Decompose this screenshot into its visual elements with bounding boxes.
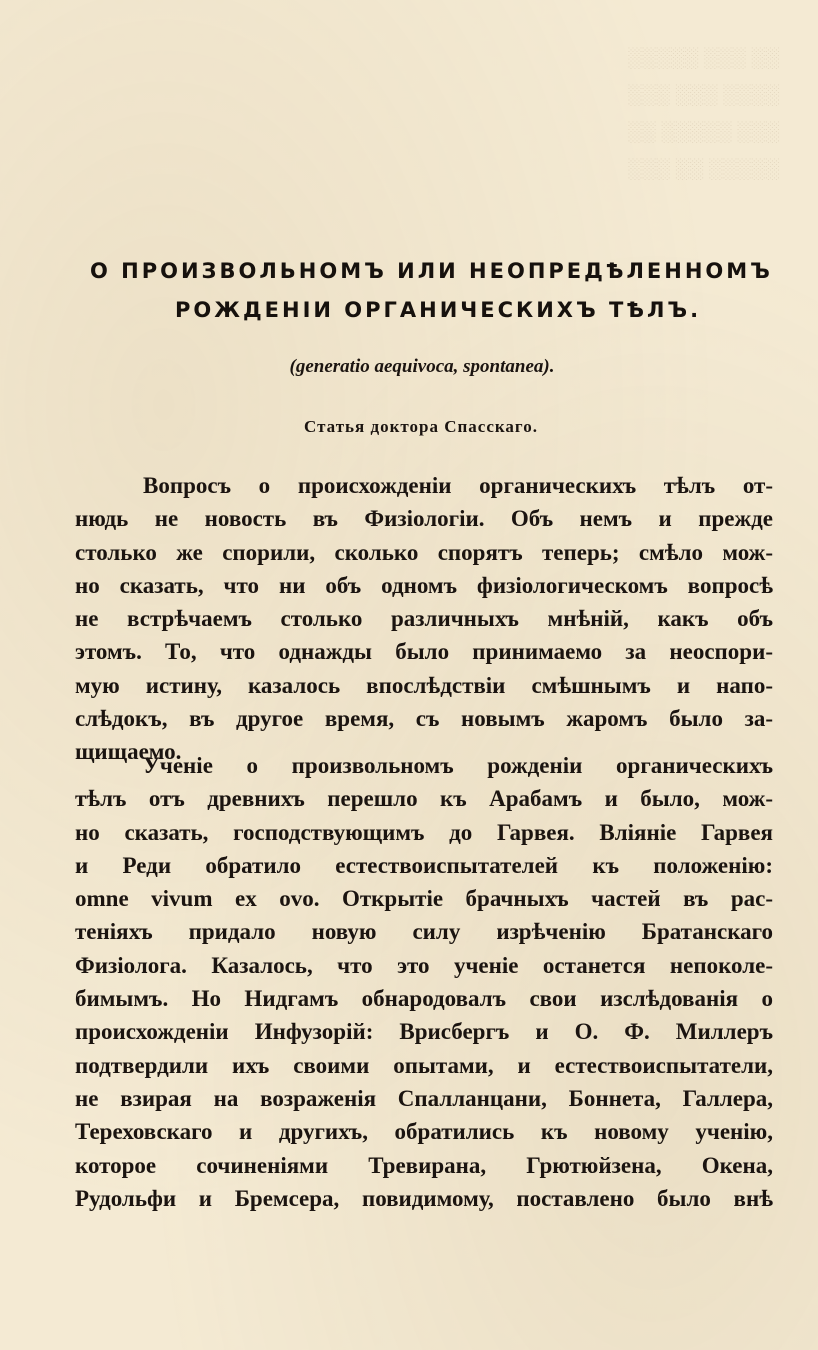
text-line: щищаемо. xyxy=(75,739,182,765)
text-line: тѣлъ отъ древнихъ перешло къ Арабамъ и было, мож- xyxy=(75,786,773,812)
paragraph-2 xyxy=(75,749,773,1215)
text-line: этомъ. То, что однажды было принимаемо за неоспори- xyxy=(75,639,773,665)
text-line: не взирая на возраженія Спалланцани, Боннета, Галлера, xyxy=(75,1085,773,1111)
text-line: мую истину, казалось впослѣдствіи смѣшнымъ и напо- xyxy=(75,672,773,698)
text-line: и Реди обратило естествоиспытателей къ положенію: xyxy=(75,852,773,878)
paragraph-1 xyxy=(75,469,773,769)
text-line: Вопросъ о происхожденіи органическихъ тѣлъ от- xyxy=(143,473,773,498)
text-line: нюдь не новость въ Физіологіи. Объ немъ и прежде xyxy=(75,506,773,532)
latin-subtitle: (generatio aequivoca, spontanea). xyxy=(289,356,555,377)
text-line: подтвердили ихъ своими опытами, и естествоиспытатели, xyxy=(75,1052,773,1078)
text-line: Тереховскаго и другихъ, обратились къ новому ученію, xyxy=(75,1119,773,1145)
text-line: которое сочиненіями Тревирана, Грютюйзена, Окена, xyxy=(75,1152,773,1178)
text-line: Физіолога. Казалось, что это ученіе останется непоколе- xyxy=(75,952,773,978)
author-byline: Статья доктора Спасскаго. xyxy=(304,417,538,436)
text-line: но сказать, господствующимъ до Гарвея. Вліяніе Гарвея xyxy=(75,819,773,845)
text-line: происхожденіи Инфузорій: Врисбергъ и О. Ф. Миллеръ xyxy=(75,1019,773,1045)
text-line: теніяхъ придало новую силу изрѣченію Братанскаго xyxy=(75,919,773,945)
text-line: Рудольфи и Бремсера, повидимому, поставлено было внѣ xyxy=(75,1185,773,1211)
show-through-text: ░░ ░░░ ░░░░░ ░░░░ ░░░ ░░░ ░░░ ░░░░░ ░░ ░░░░░ ░░ ░░░ xyxy=(628,47,780,180)
article-title-line-1: О ПРОИЗВОЛЬНОМЪ ИЛИ НЕОПРЕДѢЛЕННОМЪ xyxy=(90,259,773,283)
text-line: слѣдокъ, въ другое время, съ новымъ жаромъ было за- xyxy=(75,706,773,732)
text-line: столько же спорили, сколько спорятъ теперь; смѣло мож- xyxy=(75,539,773,565)
text-line: бимымъ. Но Нидгамъ обнародовалъ свои изслѣдованія о xyxy=(75,986,773,1012)
text-line: не встрѣчаемъ столько различныхъ мнѣній, какъ объ xyxy=(75,606,773,632)
article-title-line-2: РОЖДЕНІИ ОРГАНИЧЕСКИХЪ ТѢЛЪ. xyxy=(175,298,702,322)
text-line: но сказать, что ни объ одномъ физіологическомъ вопросѣ xyxy=(75,572,773,598)
text-line: omne vivum ex ovo. Открытіе брачныхъ частей въ рас- xyxy=(75,886,773,912)
text-line: Ученіе о произвольномъ рожденіи органическихъ xyxy=(143,753,773,778)
